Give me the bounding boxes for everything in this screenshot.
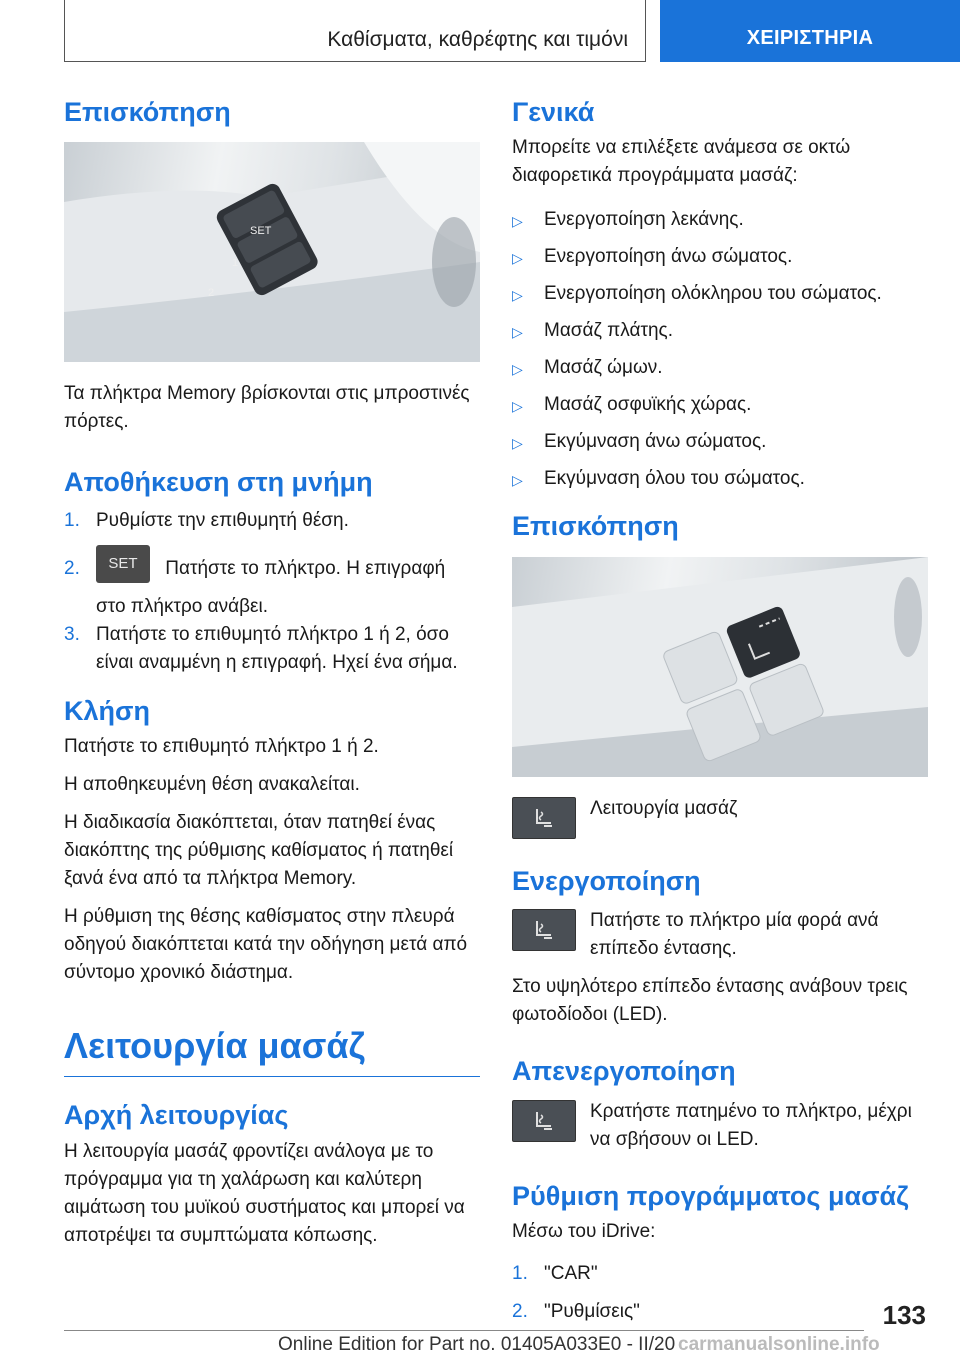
list-item [64, 621, 480, 677]
program-item: Μασάζ οσφυϊκής χώρας. [544, 394, 752, 416]
list-item [512, 428, 928, 457]
footer-divider [64, 1330, 864, 1331]
bullet-triangle-icon: ▷ [512, 324, 523, 341]
step-number: 1. [64, 509, 80, 531]
photo-caption: Τα πλήκτρα Memory βρίσκονται στις μπροστινές πόρτες. [64, 383, 470, 433]
step-number: 2. [512, 1300, 528, 1322]
step-text: Πατήστε το πλήκτρο. Η επιγραφή στο πλήκτρο ανάβει. [96, 557, 446, 617]
step-text: "Ρυθμίσεις" [544, 1300, 640, 1322]
list-item [512, 465, 928, 494]
via-text: Μέσω του iDrive: [512, 1220, 656, 1242]
bullet-triangle-icon: ▷ [512, 472, 523, 489]
step-body [96, 545, 480, 617]
activate-row [512, 907, 928, 963]
overview-heading: Επισκόπηση [64, 97, 231, 127]
program-item: Ενεργοποίηση ολόκληρου του σώματος. [544, 283, 882, 305]
page-number: 133 [882, 1300, 926, 1330]
bullet-triangle-icon: ▷ [512, 435, 523, 452]
deactivate-heading: Απενεργοποίηση [512, 1056, 736, 1087]
store-heading: Αποθήκευση στη μνήμη [64, 467, 373, 498]
step-text: Ρυθμίστε την επιθυμητή θέση. [96, 509, 349, 531]
activate-text: Πατήστε το πλήκτρο μία φορά ανά επίπεδο έντασης. [590, 910, 879, 960]
step-text: Πατήστε το επιθυμητό πλήκτρο 1 ή 2, όσο είναι αναμμένη η επιγραφή. Ηχεί ένα σήμα. [96, 623, 458, 673]
recall-paragraph: Η διαδικασία διακόπτεται, όταν πατηθεί ένας διακόπτης της ρύθμισης καθίσματος ή πατηθεί ξανά ένα από τα πλήκτρα Memory. [64, 812, 454, 890]
bullet-triangle-icon: ▷ [512, 287, 523, 304]
bullet-triangle-icon: ▷ [512, 398, 523, 415]
list-item [512, 391, 928, 420]
bullet-triangle-icon: ▷ [512, 250, 523, 267]
set-label: SET [250, 225, 272, 238]
activate-heading: Ενεργοποίηση [512, 865, 701, 896]
step-number: 2. [64, 557, 80, 579]
program-heading: Ρύθμιση προγράμματος μασάζ [512, 1180, 909, 1211]
activate-paragraph: Στο υψηλότερο επίπεδο έντασης ανάβουν τρεις φωτοδίοδοι (LED). [512, 976, 908, 1026]
memory-buttons-illustration [64, 142, 480, 362]
watermark: carmanualsonline.info [678, 1334, 880, 1355]
deactivate-row [512, 1098, 928, 1154]
program-item: Μασάζ ώμων. [544, 357, 663, 379]
massage-button-photo [512, 557, 928, 777]
program-item: Εκγύμναση άνω σώματος. [544, 431, 767, 453]
program-item: Ενεργοποίηση λεκάνης. [544, 209, 744, 231]
step-number: 1. [512, 1262, 528, 1284]
general-heading: Γενικά [512, 97, 595, 127]
bullet-triangle-icon: ▷ [512, 213, 523, 230]
program-item: Μασάζ πλάτης. [544, 320, 673, 342]
left-column [64, 96, 480, 1260]
massage-button-illustration [512, 557, 928, 777]
list-item [512, 354, 928, 383]
edition-text: Online Edition for Part no. 01405A033E0 - II/20 [278, 1334, 676, 1355]
massage-chapter-heading: Λειτουργία μασάζ [64, 1023, 480, 1077]
program-list [512, 206, 928, 494]
step-text: "CAR" [544, 1262, 598, 1284]
recall-paragraph: Η αποθηκευμένη θέση ανακαλείται. [64, 774, 360, 796]
chapter-tab[interactable]: ΧΕΙΡΙΣΤΗΡΙΑ [660, 0, 960, 62]
recall-paragraph: Πατήστε το επιθυμητό πλήκτρο 1 ή 2. [64, 736, 379, 758]
right-column [512, 96, 928, 1336]
recall-heading: Κλήση [64, 695, 150, 726]
set-button-icon: SET [96, 545, 150, 583]
overview-heading: Επισκόπηση [512, 511, 679, 542]
memory-buttons-photo [64, 142, 480, 362]
massage-seat-icon [512, 797, 576, 839]
list-item [64, 545, 480, 617]
list-item [512, 317, 928, 346]
general-text: Μπορείτε να επιλέξετε ανάμεσα σε οκτώ διαφορετικά προγράμματα μασάζ: [512, 137, 851, 187]
store-steps [64, 507, 480, 677]
recall-paragraph: Η ρύθμιση της θέσης καθίσματος στην πλευρά οδηγού διακόπτεται κατά την οδήγηση μετά από σύντομο χρονικό διάστημα. [64, 906, 468, 984]
list-item [512, 280, 928, 309]
section-title: Καθίσματα, καθρέφτης και τιμόνι [327, 28, 628, 51]
list-item [512, 206, 928, 235]
list-item [64, 507, 480, 535]
massage-seat-icon [512, 1100, 576, 1142]
program-item: Εκγύμναση όλου του σώματος. [544, 468, 805, 490]
memory-1-label: 1 [232, 257, 239, 270]
massage-caption: Λειτουργία μασάζ [590, 797, 738, 819]
program-item: Ενεργοποίηση άνω σώματος. [544, 246, 793, 268]
page-header [0, 0, 960, 66]
principle-text: Η λειτουργία μασάζ φροντίζει ανάλογα με το πρόγραμμα για τη χαλάρωση και καλύτερη αιμάτωση του μυϊκού συστήματος και μπορεί να αποτρέψει τα συμπτώματα κόπωσης. [64, 1140, 465, 1246]
massage-seat-icon [512, 909, 576, 951]
massage-caption-row [512, 795, 928, 839]
list-item [512, 1260, 928, 1288]
bullet-triangle-icon: ▷ [512, 361, 523, 378]
step-number: 3. [64, 623, 80, 645]
memory-2-label: 2 [208, 287, 215, 300]
deactivate-text: Κρατήστε πατημένο το πλήκτρο, μέχρι να σβήσουν οι LED. [590, 1100, 912, 1150]
principle-heading: Αρχή λειτουργίας [64, 1100, 289, 1131]
list-item [512, 243, 928, 272]
page-footer [0, 1296, 960, 1362]
